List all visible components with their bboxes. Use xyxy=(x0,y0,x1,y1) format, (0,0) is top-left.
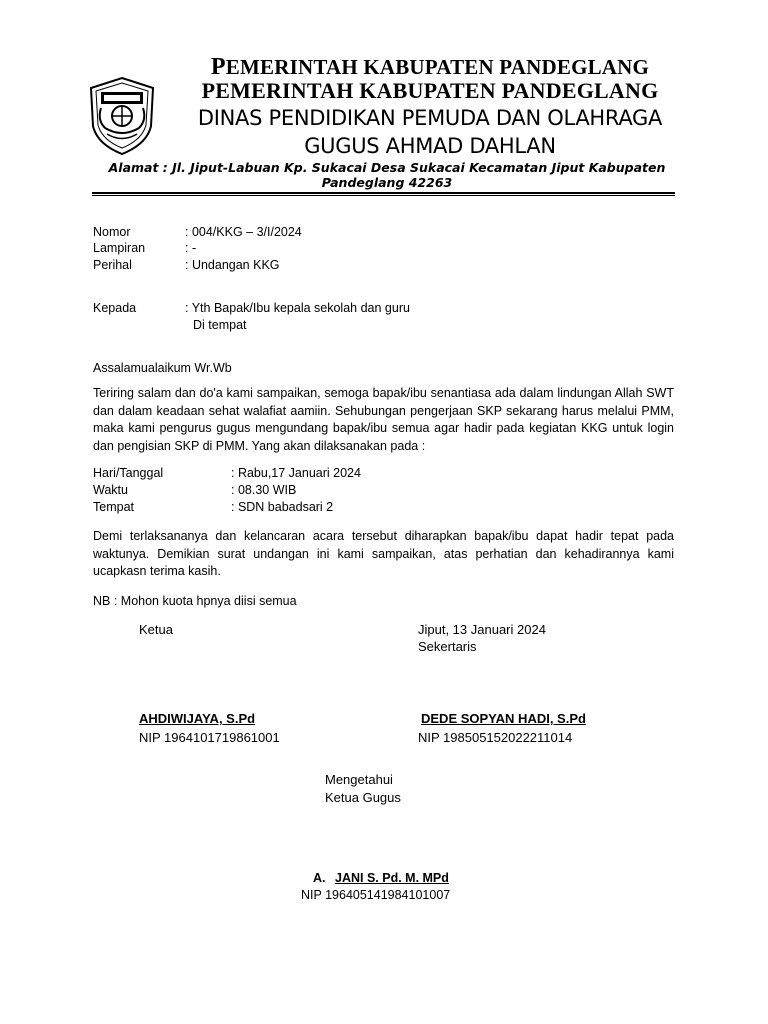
greeting: Assalamualaikum Wr.Wb xyxy=(93,361,232,375)
left-signer-title: Ketua xyxy=(139,622,173,637)
letterhead-address xyxy=(92,160,682,190)
left-signer-name: AHDIWIJAYA, S.Pd xyxy=(139,711,256,726)
right-signer-name: DEDE SOPYAN HADI, S.Pd xyxy=(421,711,586,726)
detail-value: : Rabu,17 Januari 2024 xyxy=(231,466,361,480)
address-line-1: Alamat : Jl. Jiput-Labuan Kp. Sukacai Desa Sukacai Kecamatan Jiput Kabupaten xyxy=(108,160,666,175)
paragraph-intro: Teriring salam dan do'a kami sampaikan, semoga bapak/ibu senantiasa ada dalam lindungan Allah SWT dan dalam keadaan sehat walafiat aamiin. Sehubungan pengerjaan SKP sekarang harus melalui PMM, maka kami pengurus gugus mengundang bapak/ibu semua agar hadir pada kegiatan KKG untuk login dan pengisian SKP di PMM. Yang akan dilaksanakan pada : xyxy=(93,386,674,453)
letterhead-rule-thick xyxy=(92,192,675,194)
acknowledged-label: Mengetahui xyxy=(325,772,393,787)
detail-label: Waktu xyxy=(93,483,128,497)
letterhead-line-2: PEMERINTAH KABUPATEN PANDEGLANG xyxy=(201,78,659,103)
letterhead-agency: DINAS PENDIDIKAN PEMUDA DAN OLAHRAGA xyxy=(197,106,663,130)
center-signer-name: JANI S. Pd. M. MPd xyxy=(335,871,449,885)
detail-value: : SDN babadsari 2 xyxy=(231,500,334,514)
letterhead-line-1-rest: EMERINTAH KABUPATEN PANDEGLANG xyxy=(225,55,650,79)
right-signer-title: Sekertaris xyxy=(418,639,477,654)
letterhead-cluster: GUGUS AHMAD DAHLAN xyxy=(304,134,556,158)
note: NB : Mohon kuota hpnya diisi semua xyxy=(93,594,297,608)
left-signer-nip: NIP 1964101719861001 xyxy=(139,730,280,745)
perihal-label: Perihal xyxy=(93,258,132,272)
paragraph-closing: Demi terlaksananya dan kelancaran acara tersebut diharapkan bapak/ibu dapat hadir tepat pada waktunya. Demikian surat undangan ini kami sampaikan, atas perhatian dan kehadirannya kami ucapkasn terima kasih. xyxy=(93,529,674,578)
detail-value: : 08.30 WIB xyxy=(231,483,297,497)
nomor-value: : 004/KKG – 3/I/2024 xyxy=(185,225,302,239)
lampiran-label: Lampiran xyxy=(93,241,146,255)
letterhead-line-1 xyxy=(160,54,700,81)
perihal-value: : Undangan KKG xyxy=(185,258,280,272)
place-date: Jiput, 13 Januari 2024 xyxy=(418,622,546,637)
detail-label: Tempat xyxy=(93,500,134,514)
kepada-place: Di tempat xyxy=(193,318,247,332)
kepada-label: Kepada xyxy=(93,301,137,315)
center-signer-nip: NIP 196405141984101007 xyxy=(301,888,451,902)
nomor-label: Nomor xyxy=(93,225,131,239)
acknowledged-title: Ketua Gugus xyxy=(325,790,401,805)
center-signer-prefix: A. xyxy=(313,871,326,885)
right-signer-nip: NIP 198505152022211014 xyxy=(418,730,573,745)
address-line-2: Pandeglang 42263 xyxy=(321,175,453,190)
letterhead-initial: P xyxy=(210,54,226,80)
kepada-value: : Yth Bapak/Ibu kepala sekolah dan guru xyxy=(185,301,410,315)
lampiran-value: : - xyxy=(185,241,197,255)
letterhead-rule-thin xyxy=(92,195,675,196)
detail-label: Hari/Tanggal xyxy=(93,466,164,480)
